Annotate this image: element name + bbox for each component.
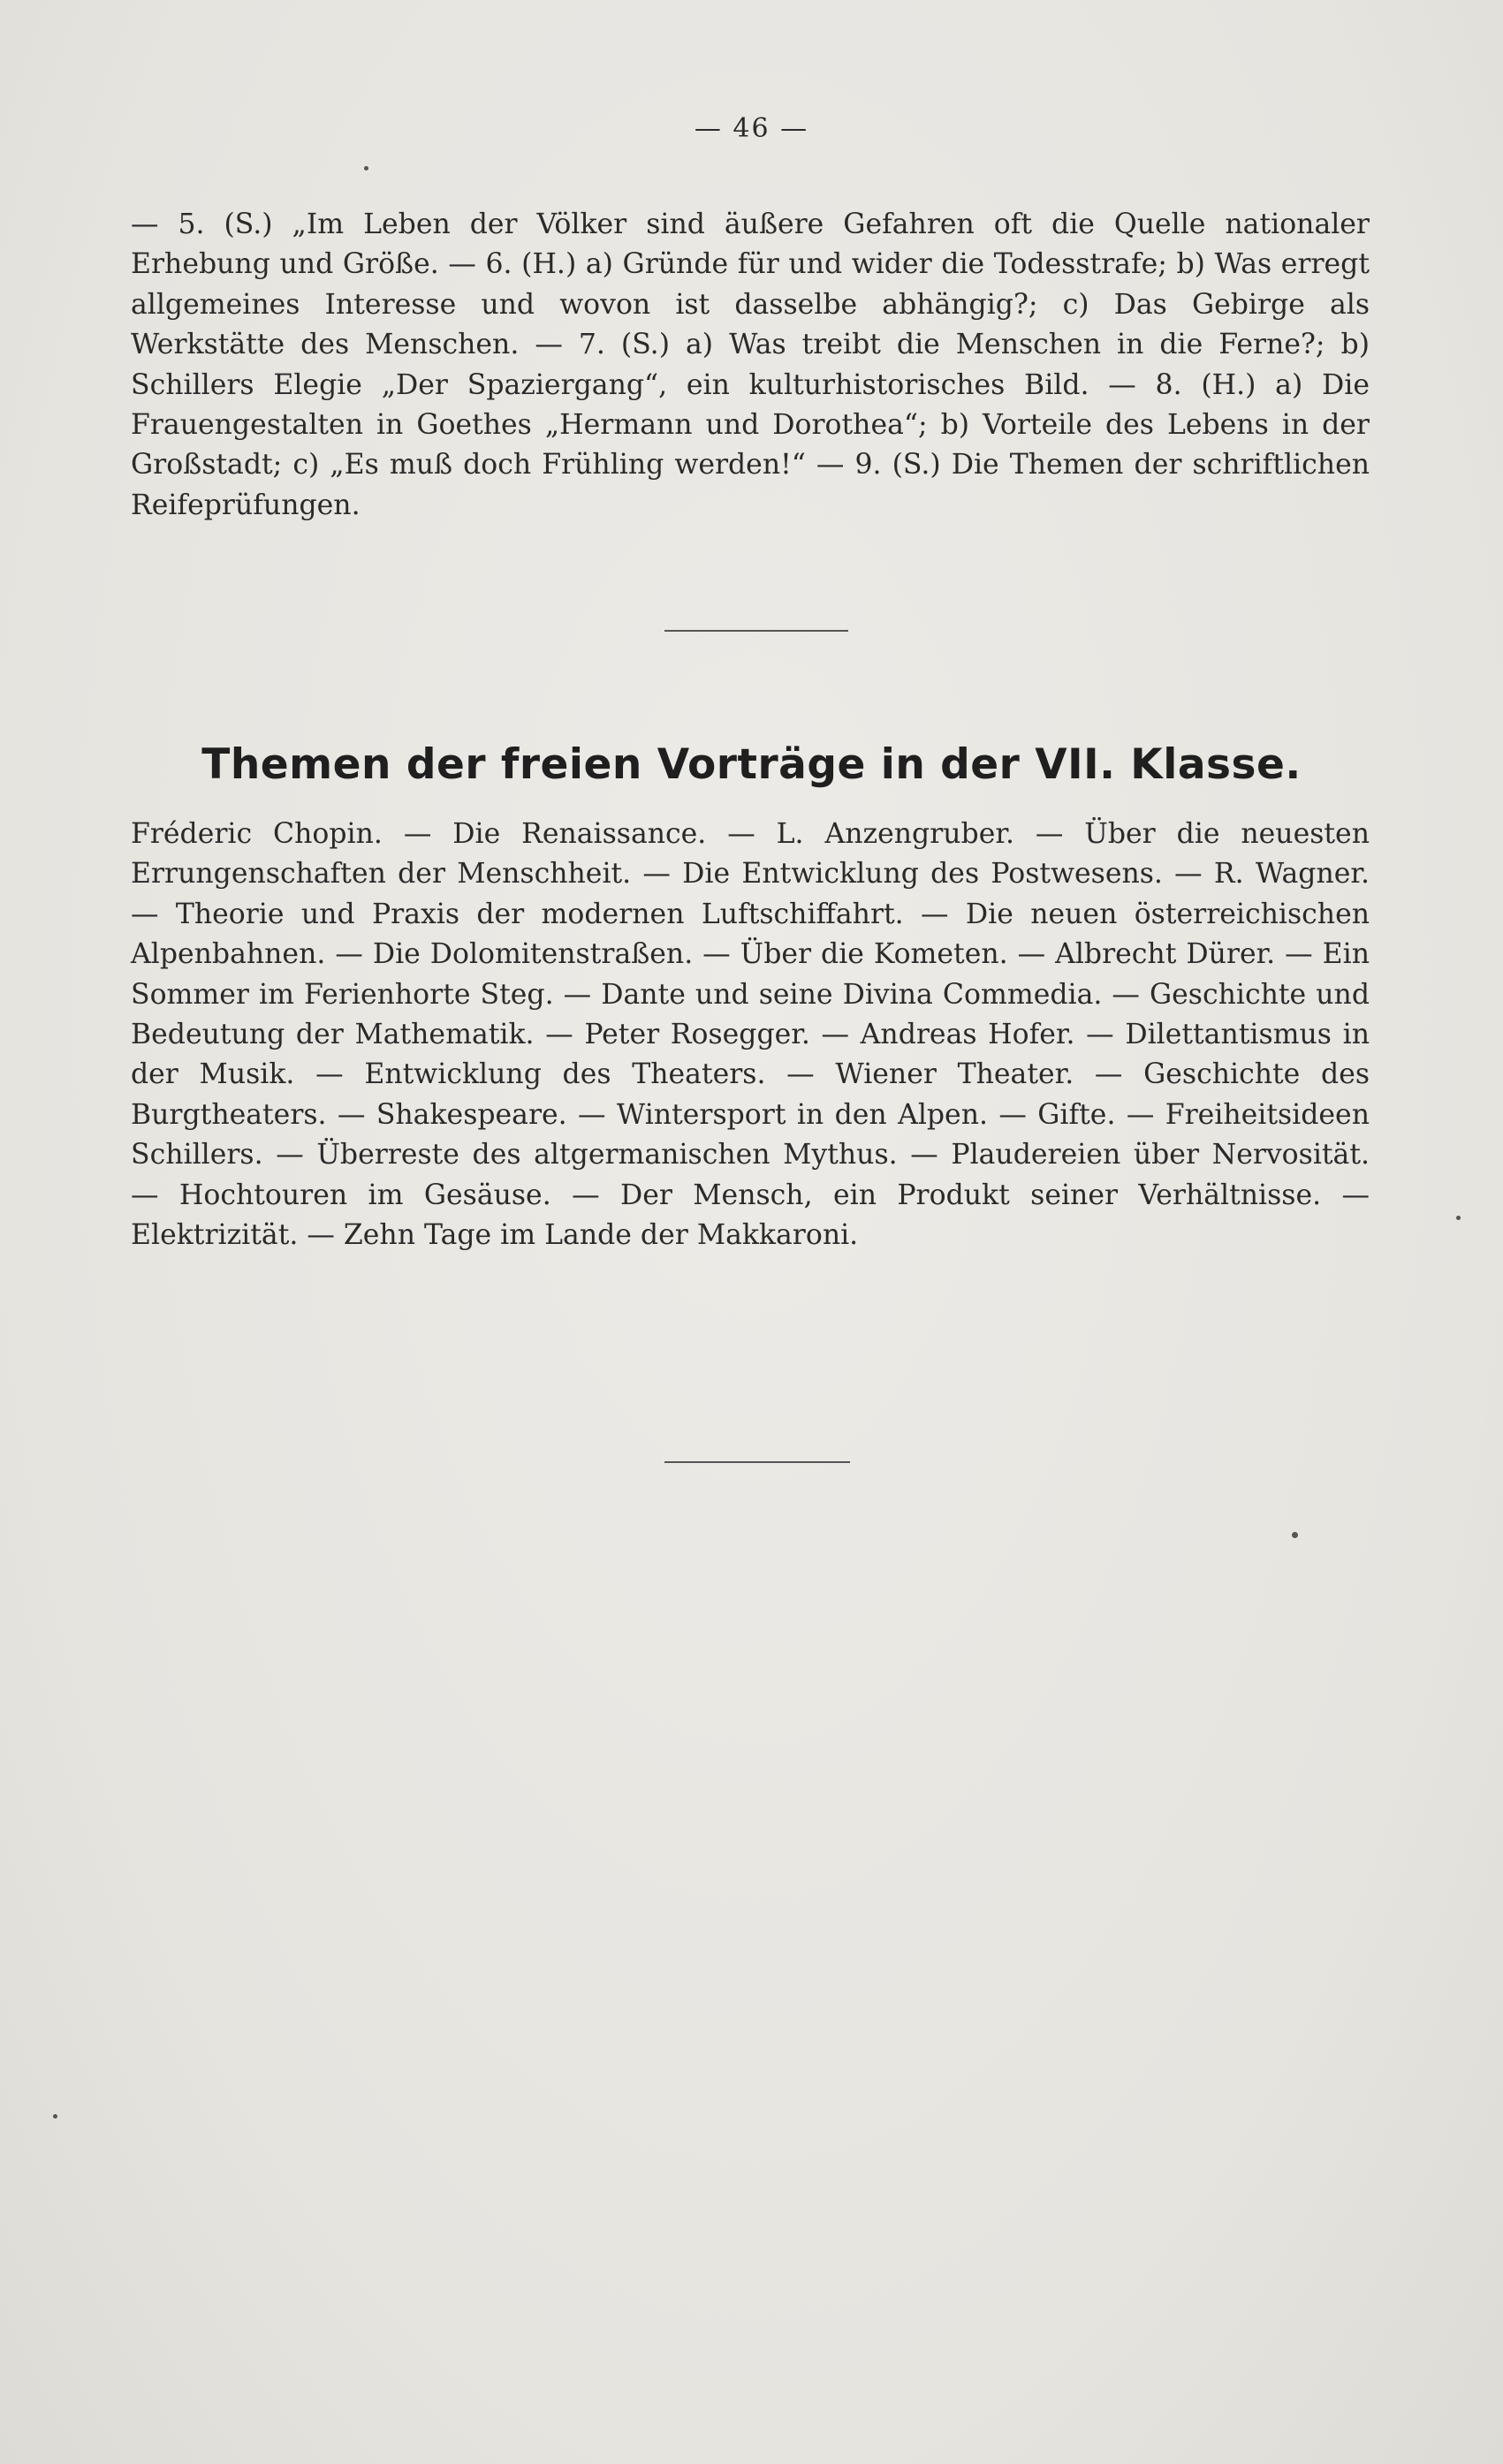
section-heading: Themen der freien Vorträge in der VII. Klasse. — [201, 740, 1302, 789]
ink-speck — [1292, 1532, 1298, 1538]
ink-speck — [364, 166, 368, 171]
section-divider-bottom — [664, 1461, 850, 1463]
section-divider-top — [664, 630, 848, 632]
intro-paragraph: — 5. (S.) „Im Leben der Völker sind äußere Gefahren oft die Quelle nationaler Erhebung und Größe. — 6. (H.) a) Gründe für und wider die Todesstrafe; b) Was erregt allgemeines Interesse und wovon ist dasselbe abhängig?; c) Das Gebirge als Werkstätte des Menschen. — 7. (S.) a) Was treibt die Menschen in die Ferne?; b) Schillers Elegie „Der Spaziergang“, ein kulturhistorisches Bild. — 8. (H.) a) Die Frauengestalten in Goethes „Hermann und Dorothea“; b) Vorteile des Lebens in der Großstadt; c) „Es muß doch Frühling werden!“ — 9. (S.) Die Themen der schriftlichen Reifeprüfungen. — [131, 208, 1370, 521]
ink-speck — [1456, 1216, 1461, 1220]
ink-speck — [53, 2114, 57, 2119]
themes-paragraph: Fréderic Chopin. — Die Renaissance. — L. Anzengruber. — Über die neuesten Errungenschaften der Menschheit. — Die Entwicklung des Postwesens. — R. Wagner. — Theorie und Praxis der modernen Luftschiffahrt. — Die neuen österreichischen Alpenbahnen. — Die Dolomitenstraßen. — Über die Kometen. — Albrecht Dürer. — Ein Sommer im Ferienhorte Steg. — Dante und seine Divina Commedia. — Geschichte und Bedeutung der Mathematik. — Peter Rosegger. — Andreas Hofer. — Dilettantismus in der Musik. — Entwicklung des Theaters. — Wiener Theater. — Geschichte des Burgtheaters. — Shakespeare. — Wintersport in den Alpen. — Gifte. — Freiheitsideen Schillers. — Überreste des altgermanischen Mythus. — Plaudereien über Nervosität. — Hochtouren im Gesäuse. — Der Mensch, ein Produkt seiner Verhältnisse. — Elektrizität. — Zehn Tage im Lande der Makkaroni. — [131, 818, 1370, 1252]
page-number: — 46 — — [694, 113, 809, 144]
